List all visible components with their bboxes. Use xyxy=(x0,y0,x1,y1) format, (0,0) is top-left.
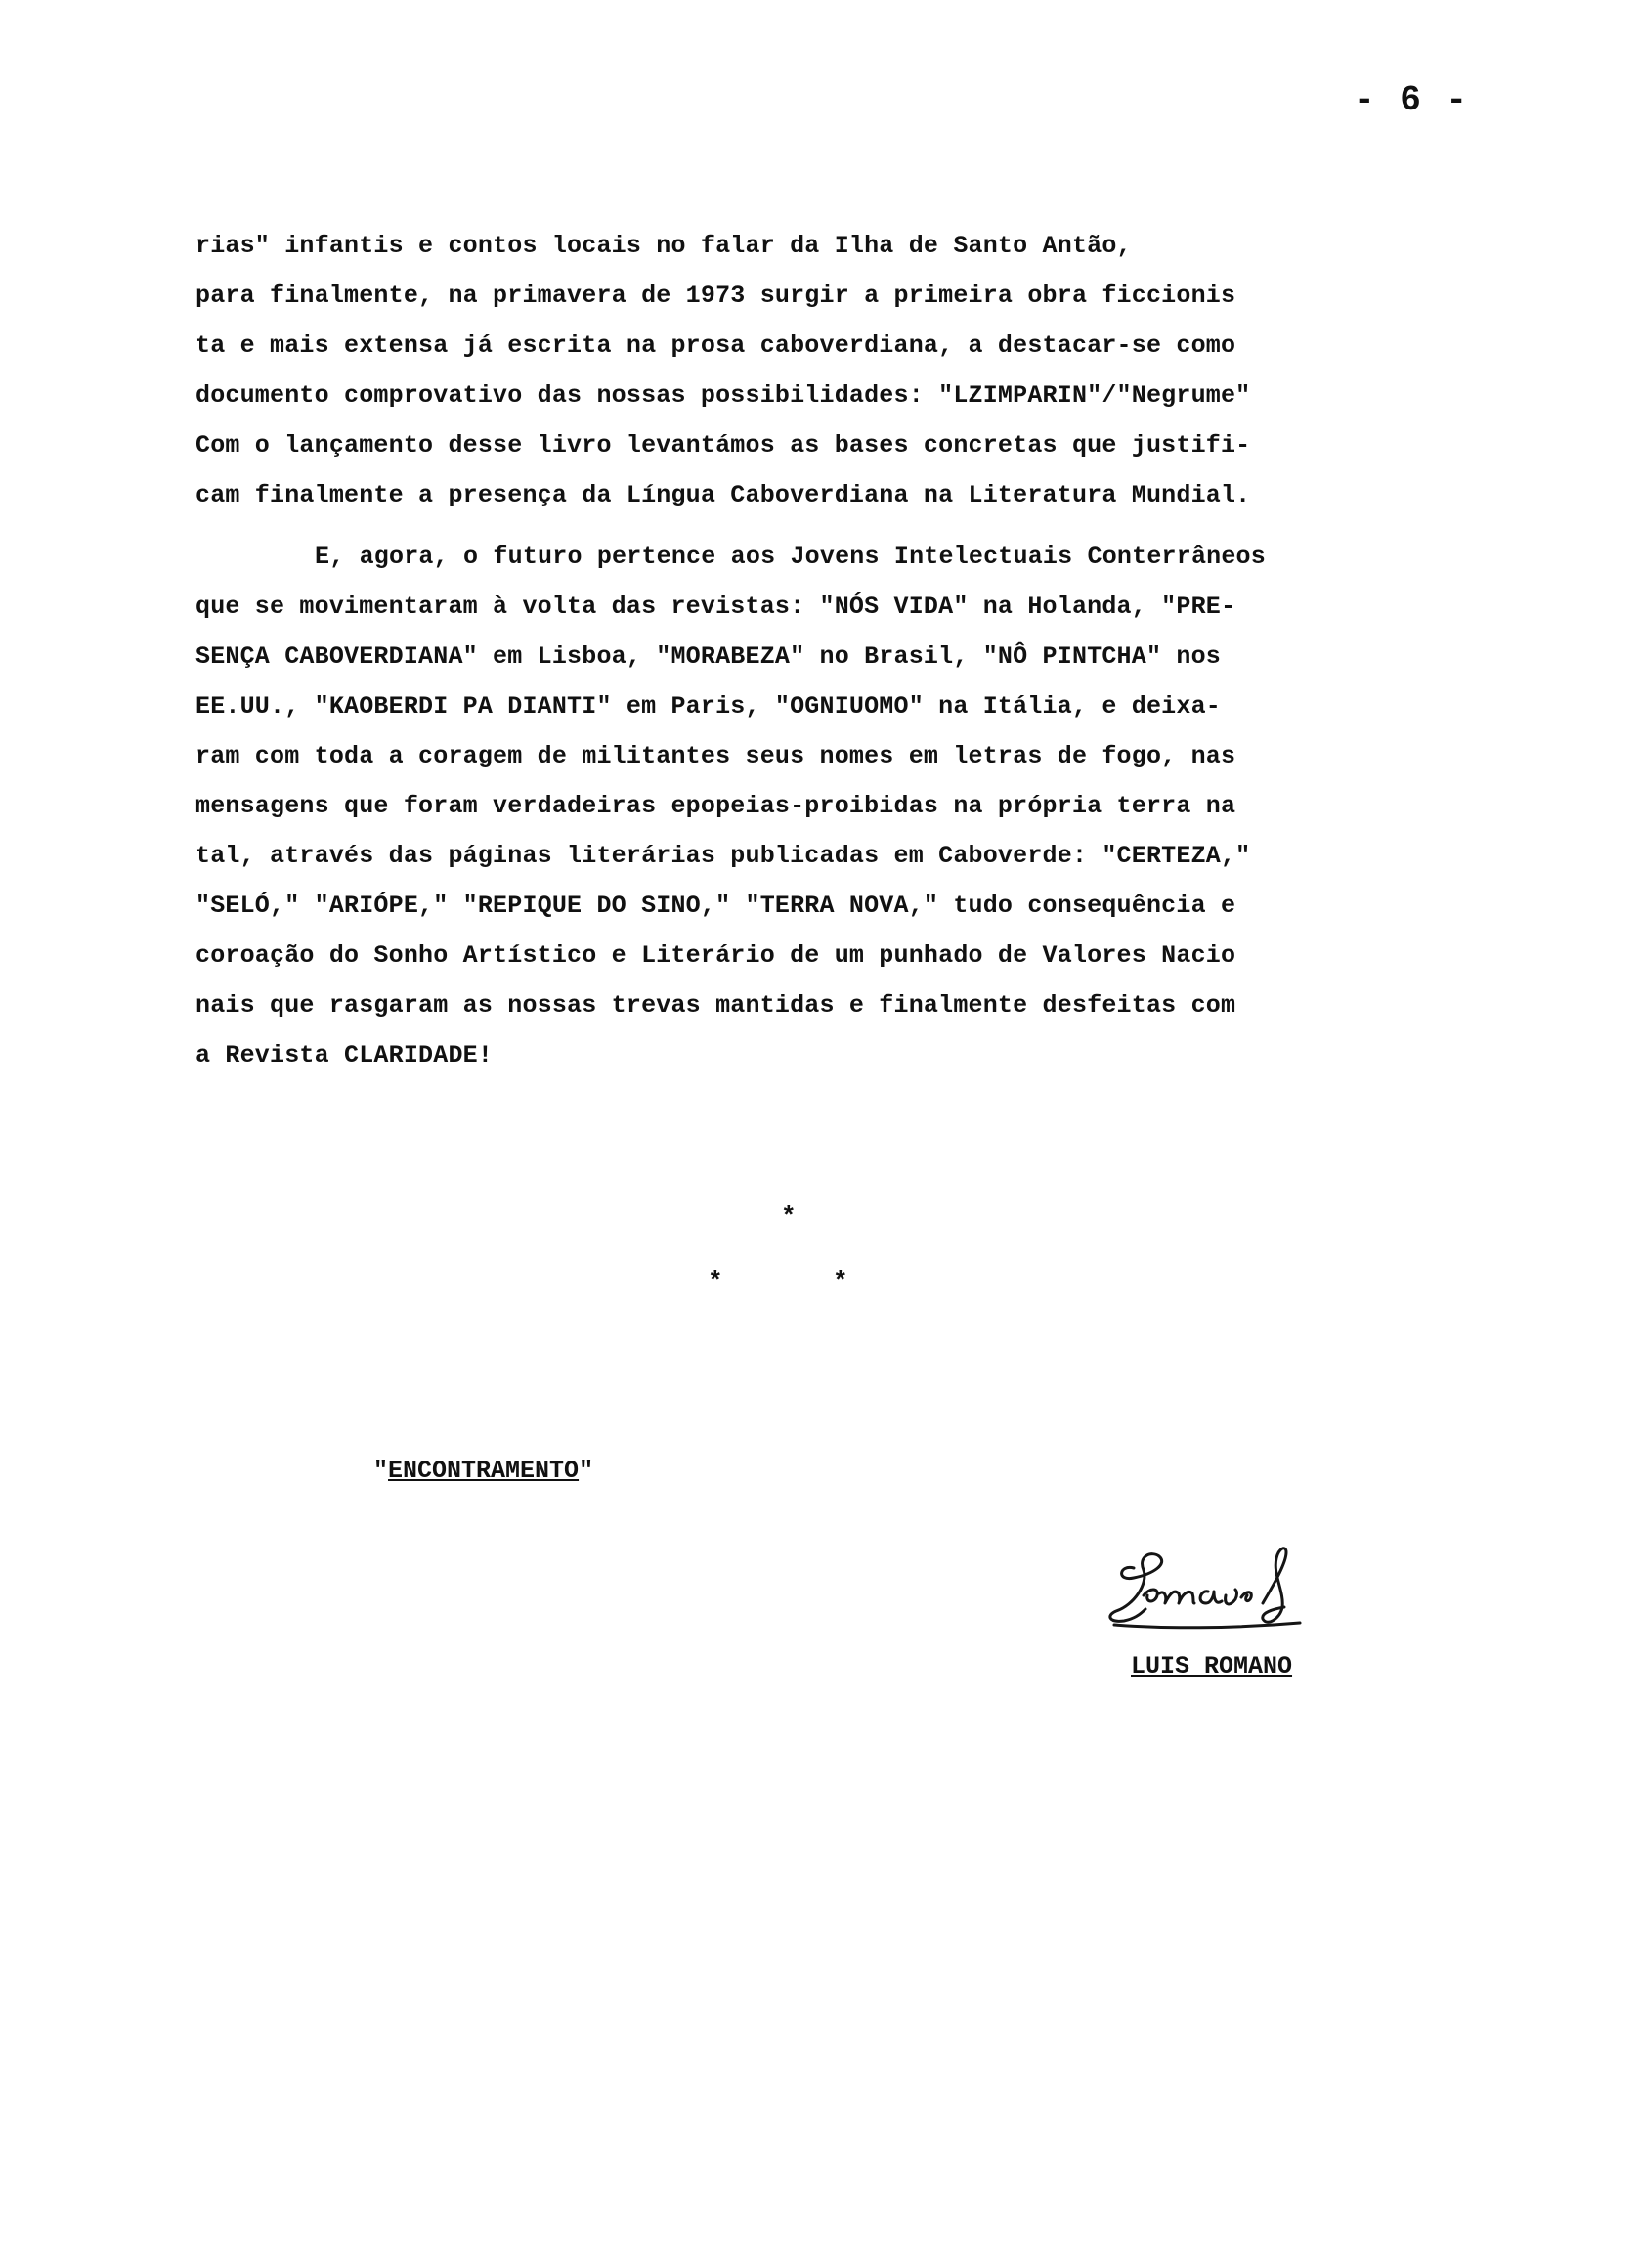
asterisk-divider: * xyxy=(833,1267,848,1296)
text-line: "SELÓ," "ARIÓPE," "REPIQUE DO SINO," "TERRA NOVA," tudo consequência e xyxy=(195,892,1236,920)
text-line: ta e mais extensa já escrita na prosa caboverdiana, a destacar-se como xyxy=(195,331,1236,360)
paragraph-2 xyxy=(195,532,1451,1080)
heading-quote: " xyxy=(579,1457,594,1485)
heading-text: ENCONTRAMENTO xyxy=(388,1457,580,1485)
text-line: documento comprovativo das nossas possibilidades: "LZIMPARIN"/"Negrume" xyxy=(195,381,1251,410)
text-line: SENÇA CABOVERDIANA" em Lisboa, "MORABEZA" no Brasil, "NÔ PINTCHA" nos xyxy=(195,642,1221,671)
asterisk-divider: * xyxy=(708,1267,723,1296)
text-line: a Revista CLARIDADE! xyxy=(195,1041,494,1069)
text-line: tal, através das páginas literárias publicadas em Caboverde: "CERTEZA," xyxy=(195,842,1251,870)
author-name: LUIS ROMANO xyxy=(1131,1652,1293,1680)
page-number: - 6 - xyxy=(1354,80,1470,120)
text-line: nais que rasgaram as nossas trevas mantidas e finalmente desfeitas com xyxy=(195,991,1236,1020)
text-line: E, agora, o futuro pertence aos Jovens Intelectuais Conterrâneos xyxy=(315,543,1266,571)
text-line: coroação do Sonho Artístico e Literário de um punhado de Valores Nacio xyxy=(195,941,1236,970)
heading-quote: " xyxy=(373,1457,389,1485)
text-line: rias" infantis e contos locais no falar da Ilha de Santo Antão, xyxy=(195,232,1132,260)
text-line: para finalmente, na primavera de 1973 surgir a primeira obra ficcionis xyxy=(195,282,1236,310)
text-line: que se movimentaram à volta das revistas: "NÓS VIDA" na Holanda, "PRE- xyxy=(195,592,1236,621)
asterisk-divider: * xyxy=(781,1202,797,1232)
text-line: Com o lançamento desse livro levantámos as bases concretas que justifi- xyxy=(195,431,1251,459)
section-heading xyxy=(373,1457,593,1485)
text-line: cam finalmente a presença da Língua Caboverdiana na Literatura Mundial. xyxy=(195,481,1251,509)
text-line: mensagens que foram verdadeiras epopeias-proibidas na própria terra na xyxy=(195,792,1236,820)
paragraph-1 xyxy=(195,221,1451,520)
text-line: ram com toda a coragem de militantes seus nomes em letras de fogo, nas xyxy=(195,742,1236,770)
handwritten-signature xyxy=(1095,1535,1349,1642)
text-line: EE.UU., "KAOBERDI PA DIANTI" em Paris, "OGNIUOMO" na Itália, e deixa- xyxy=(195,692,1221,720)
